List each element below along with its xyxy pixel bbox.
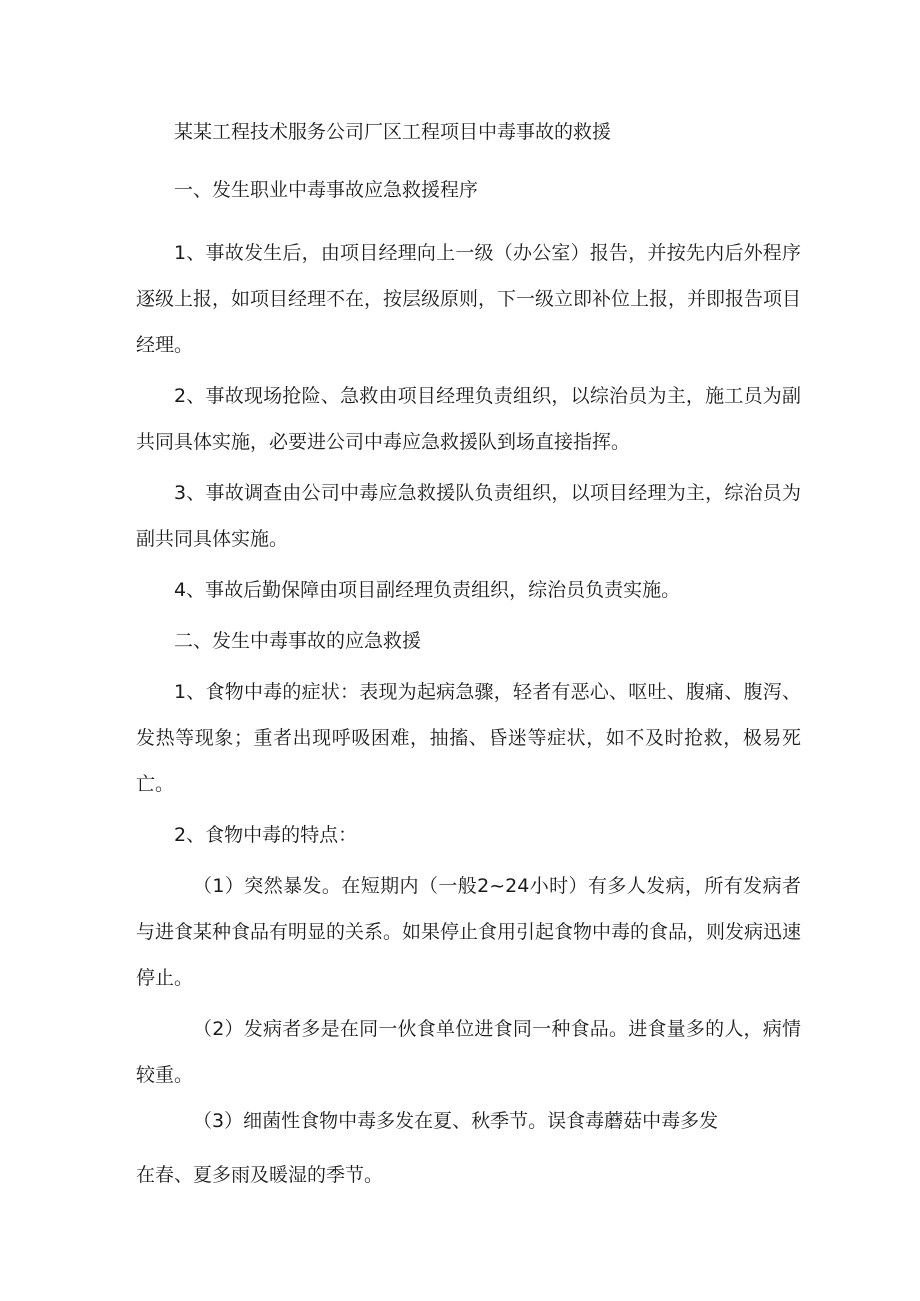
section1-item-4: 4、事故后勤保障由项目副经理负责组织，综治员负责实施。 [174, 579, 681, 601]
feature-item-3-continuation: 在春、夏多雨及暖湿的季节。 [136, 1164, 384, 1186]
document-title: 某某工程技术服务公司厂区工程项目中毒事故的救援 [174, 121, 612, 143]
feature-item-1: （1）突然暴发。在短期内（一般2~24小时）有多人发病，所有发病者与进食某种食品有明显的关系。如果停止食用引起食物中毒的食品，则发病迅速停止。 [136, 875, 802, 989]
symptoms-paragraph: 1、食物中毒的症状：表现为起病急骤，轻者有恶心、呕吐、腹痛、腹泻、发热等现象；重者出现呼吸困难，抽搐、昏迷等症状，如不及时抢救，极易死亡。 [136, 681, 801, 795]
feature-item-3: （3）细菌性食物中毒多发在夏、秋季节。误食毒蘑菇中毒多发 [193, 1110, 719, 1132]
section1-item-2: 2、事故现场抢险、急救由项目经理负责组织，以综治员为主，施工员为副共同具体实施，必要进公司中毒应急救援队到场直接指挥。 [136, 385, 801, 453]
features-heading: 2、食物中毒的特点： [174, 824, 358, 846]
section1-item-1: 1、事故发生后，由项目经理向上一级（办公室）报告，并按先内后外程序逐级上报，如项目经理不在，按层级原则，下一级立即补位上报，并即报告项目经理。 [136, 242, 802, 356]
document-body [136, 114, 801, 1193]
section1-item-3: 3、事故调查由公司中毒应急救援队负责组织，以项目经理为主，综治员为副共同具体实施。 [136, 482, 801, 550]
feature-item-2: （2）发病者多是在同一伙食单位进食同一种食品。进食量多的人，病情较重。 [136, 1018, 801, 1086]
section-heading-2: 二、发生中毒事故的应急救援 [174, 630, 422, 652]
section-heading-1: 一、发生职业中毒事故应急救援程序 [174, 179, 479, 201]
